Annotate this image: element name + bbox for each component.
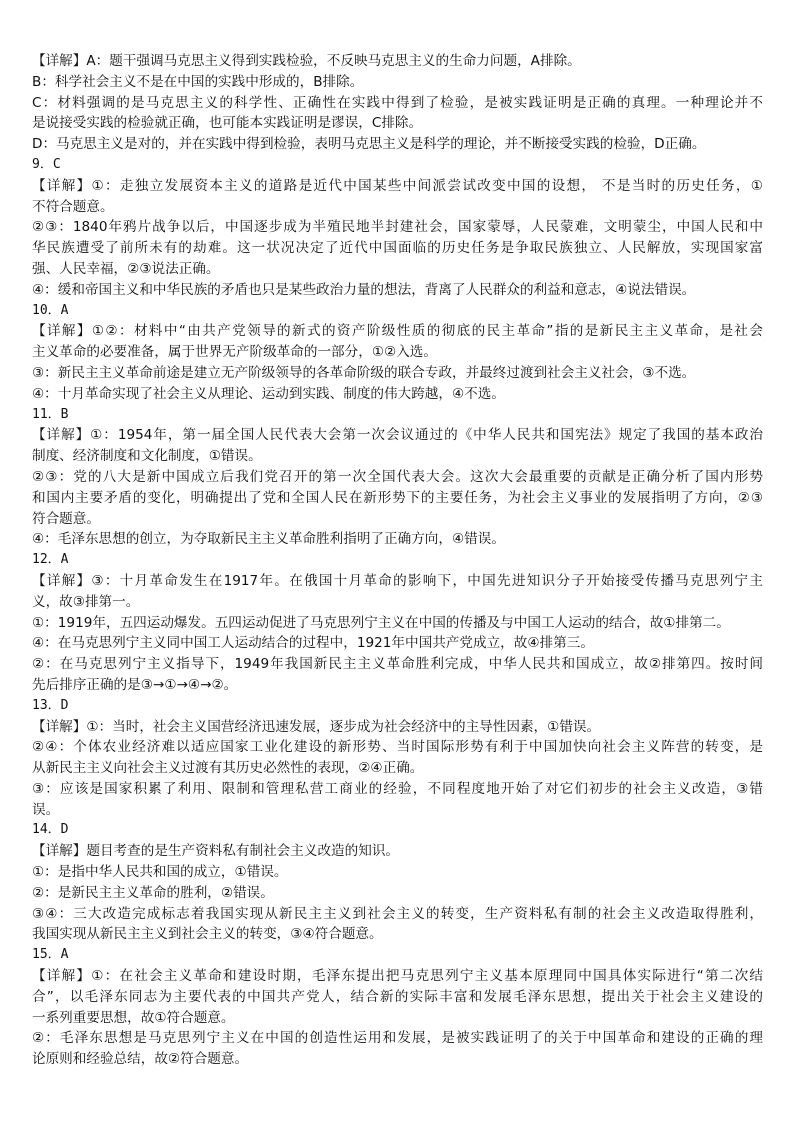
explanation-paragraph-line: ②：毛泽东思想是马克思列宁主义在中国的创造性运用和发展，是被实践证明了的关于中国革命和建设的正确的理	[32, 1030, 763, 1047]
explanation-paragraph-line: 【详解】①：当时，社会主义国营经济迅速发展，逐步成为社会经济中的主导性因素，①错误。	[32, 718, 601, 735]
explanation-paragraph-line: ③：新民主主义革命前途是建立无产阶级领导的各革命阶级的联合专政，并最终过渡到社会主义社会，③不选。	[32, 364, 696, 381]
intro-paragraph-line: 是说接受实践的检验就正确，也可能本实践证明是谬误，C排除。	[32, 115, 423, 132]
explanation-paragraph-line: ③：应该是国家积累了利用、限制和管理私营工商业的经验，不同程度地开始了对它们初步的社会主义改造，③错	[32, 780, 763, 797]
explanation-paragraph-line: 合”，以毛泽东同志为主要代表的中国共产党人，结合新的实际丰富和发展毛泽东思想，提出关于社会主义建设的	[32, 988, 763, 1005]
explanation-paragraph-line: 强、人民幸福，②③说法正确。	[32, 260, 220, 277]
explanation-paragraph-line: 【详解】①：1954年，第一届全国人民代表大会第一次会议通过的《中华人民共和国宪法》规定了我国的基本政治	[32, 427, 763, 444]
intro-paragraph-line: B：科学社会主义不是在中国的实践中形成的，B排除。	[32, 73, 364, 90]
explanation-paragraph-line: 符合题意。	[32, 510, 100, 527]
explanation-paragraph-line: 【详解】①：在社会主义革命和建设时期，毛泽东提出把马克思列宁主义基本原理同中国具体实际进行“第二次结	[32, 968, 763, 985]
explanation-paragraph-line: ②：在马克思列宁主义指导下，1949年我国新民主主义革命胜利完成，中华人民共和国成立，故②排第四。按时间	[32, 656, 763, 673]
explanation-paragraph-line: 【详解】③：十月革命发生在1917年。在俄国十月革命的影响下，中国先进知识分子开始接受传播马克思列宁主	[32, 572, 763, 589]
explanation-paragraph-line: ①：是指中华人民共和国的成立，①错误。	[32, 864, 288, 881]
explanation-paragraph-line: ①：1919年，五四运动爆发。五四运动促进了马克思列宁主义在中国的传播及与中国工人运动的结合，故①排第二。	[32, 614, 730, 631]
explanation-paragraph-line: ②：是新民主主义革命的胜利，②错误。	[32, 884, 274, 901]
explanation-paragraph-line: 义，故③排第一。	[32, 593, 140, 610]
question-answer-number: 11．B	[32, 406, 69, 422]
explanation-paragraph-line: 和国内主要矛盾的变化，明确提出了党和全国人民在新形势下的主要任务，为社会主义事业的发展指明了方向，②③	[32, 489, 763, 506]
explanation-paragraph-line: 华民族遭受了前所未有的劫难。这一状况决定了近代中国面临的历史任务是争取民族独立、人民解放，实现国家富	[32, 240, 763, 257]
explanation-paragraph-line: 【详解】题目考查的是生产资料私有制社会主义改造的知识。	[32, 843, 400, 860]
intro-paragraph-line: C：材料强调的是马克思主义的科学性、正确性在实践中得到了检验，是被实践证明是正确的真理。一种理论并不	[32, 94, 763, 111]
intro-paragraph-line: D：马克思主义是对的，并在实践中得到检验，表明马克思主义是科学的理论，并不断接受实践的检验，D正确。	[32, 136, 706, 153]
explanation-paragraph-line: 主义革命的必要准备，属于世界无产阶级革命的一部分，①②入选。	[32, 344, 437, 361]
explanation-paragraph-line: 不符合题意。	[32, 198, 114, 215]
question-answer-number: 13．D	[32, 697, 69, 713]
explanation-paragraph-line: 从新民主主义向社会主义过渡有其历史必然性的表现，②④正确。	[32, 760, 424, 777]
explanation-paragraph-line: ④：缓和帝国主义和中华民族的矛盾也只是某些政治力量的想法，背离了人民群众的利益和意志，④说法错误。	[32, 281, 696, 298]
explanation-paragraph-line: 【详解】①：走独立发展资本主义的道路是近代中国某些中间派尝试改变中国的设想， 不是当时的历史任务，①	[32, 177, 763, 194]
question-answer-number: 14．D	[32, 822, 69, 838]
answer-explanation-document	[32, 51, 763, 1070]
explanation-paragraph-line: 【详解】①②：材料中“由共产党领导的新式的资产阶级性质的彻底的民主革命”指的是新民主主义革命，是社会	[32, 323, 763, 340]
explanation-paragraph-line: 先后排序正确的是③→①→④→②。	[32, 676, 238, 693]
question-answer-number: 10．A	[32, 302, 69, 318]
explanation-paragraph-line: 我国实现从新民主主义到社会主义的转变，③④符合题意。	[32, 926, 383, 943]
question-answer-number: 15．A	[32, 947, 69, 963]
explanation-paragraph-line: ③④：三大改造完成标志着我国实现从新民主主义到社会主义的转变，生产资料私有制的社会主义改造取得胜利，	[32, 905, 763, 922]
explanation-paragraph-line: ④：在马克思列宁主义同中国工人运动结合的过程中，1921年中国共产党成立，故④排第三。	[32, 635, 594, 652]
explanation-paragraph-line: ②③：党的八大是新中国成立后我们党召开的第一次全国代表大会。这次大会最重要的贡献是正确分析了国内形势	[32, 468, 763, 485]
intro-paragraph-line: 【详解】A：题干强调马克思主义得到实践检验，不反映马克思主义的生命力问题，A排除。	[32, 53, 581, 69]
explanation-paragraph-line: ②④：个体农业经济难以适应国家工业化建设的新形势、当时国际形势有利于中国加快向社会主义阵营的转变，是	[32, 739, 763, 756]
explanation-paragraph-line: 一系列重要思想，故①符合题意。	[32, 1009, 235, 1026]
explanation-paragraph-line: 制度、经济制度和文化制度，①错误。	[32, 448, 262, 465]
explanation-paragraph-line: ②③：1840年鸦片战争以后，中国逐步成为半殖民地半封建社会，国家蒙辱，人民蒙难，文明蒙尘，中国人民和中	[32, 219, 763, 236]
explanation-paragraph-line: ④：毛泽东思想的创立，为夺取新民主主义革命胜利指明了正确方向，④错误。	[32, 531, 505, 548]
explanation-paragraph-line: 误。	[32, 801, 60, 818]
question-answer-number: 12．A	[32, 552, 69, 568]
explanation-paragraph-line: 论原则和经验总结，故②符合题意。	[32, 1051, 249, 1068]
explanation-paragraph-line: ④：十月革命实现了社会主义从理论、运动到实践、制度的伟大跨越，④不选。	[32, 385, 505, 402]
question-answer-number: 9．C	[32, 156, 61, 172]
